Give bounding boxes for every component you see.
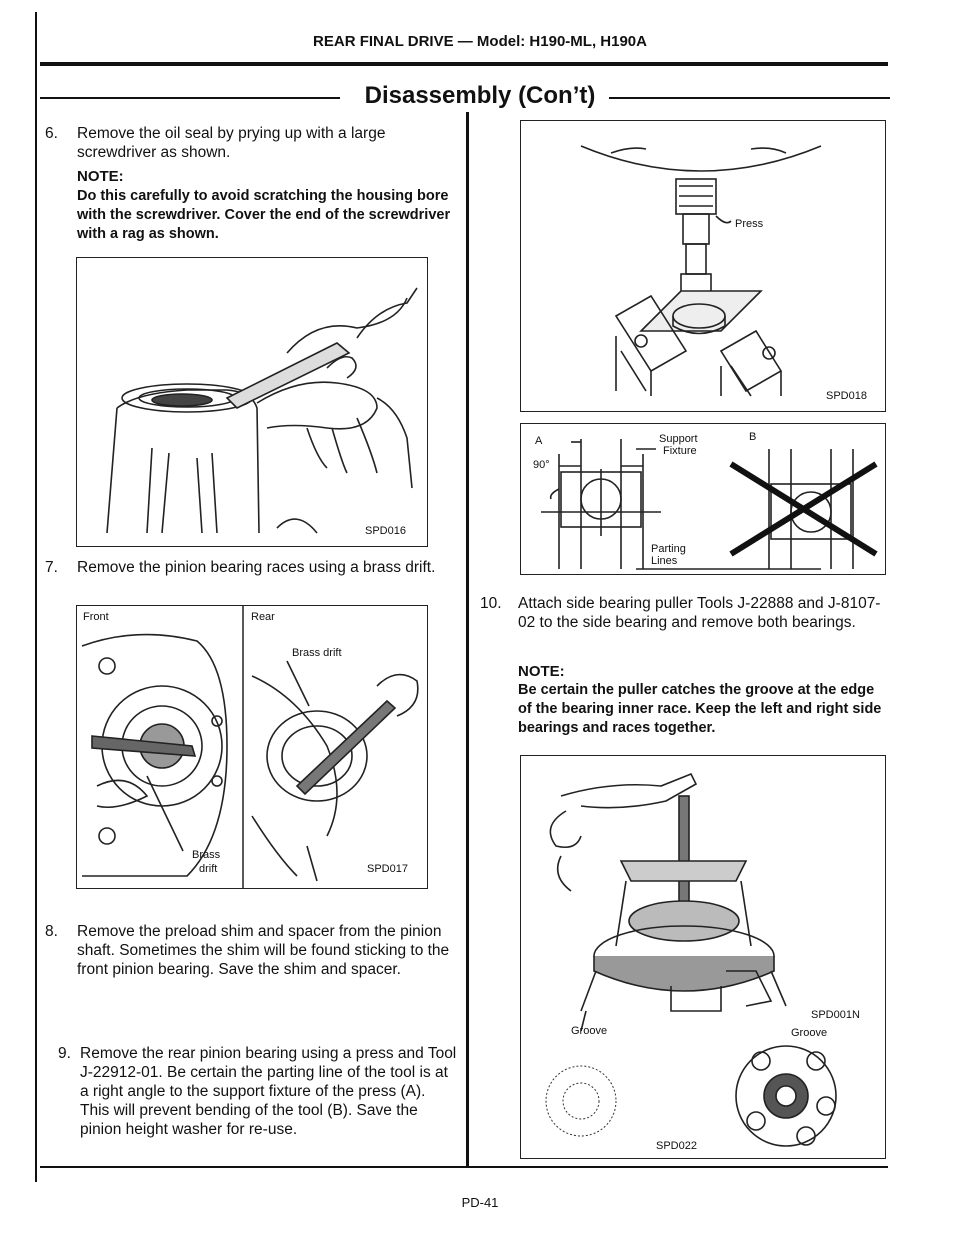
step-text: Remove the preload shim and spacer from the pinion shaft. Sometimes the shim will be found sticking to the front pinion bearing. Save the shim and spacer. xyxy=(77,923,450,978)
label-lines: Lines xyxy=(651,555,678,567)
oil-seal-illustration xyxy=(77,258,427,546)
step-number: 6. xyxy=(45,125,58,142)
figure-code: SPD017 xyxy=(367,863,408,875)
figure-code: SPD016 xyxy=(365,525,406,537)
note-text: Be certain the puller catches the groove at the edge of the bearing inner race. Keep the left and right side bearings and races together. xyxy=(518,682,882,736)
label-b: B xyxy=(749,431,757,443)
figure-spd017 xyxy=(76,605,428,889)
step-6 xyxy=(45,124,455,162)
note-label: NOTE: xyxy=(77,168,124,185)
column-divider xyxy=(466,112,469,1167)
bearing-race-illustration xyxy=(77,606,427,888)
label-front: Front xyxy=(83,611,109,623)
step-number: 10. xyxy=(480,595,502,612)
label-brass: Brass xyxy=(192,849,221,861)
step-number: 7. xyxy=(45,559,58,576)
figure-spd001n xyxy=(520,755,886,1159)
step-number: 8. xyxy=(45,923,58,940)
label-a: A xyxy=(535,435,543,447)
label-fixture: Fixture xyxy=(663,445,697,457)
step-number: 9. xyxy=(58,1045,71,1062)
label-rear: Rear xyxy=(251,611,275,623)
note-label: NOTE: xyxy=(518,663,565,680)
bearing-puller-illustration xyxy=(521,756,885,1158)
step-9 xyxy=(58,1044,458,1139)
figure-code-2: SPD022 xyxy=(656,1140,697,1152)
header-rule xyxy=(40,62,888,66)
figure-code: SPD018 xyxy=(826,390,867,402)
step-7 xyxy=(45,558,455,577)
step-10 xyxy=(480,594,890,632)
note-text: Do this carefully to avoid scratching the housing bore with the screwdriver. Cover the end of the screwdriver with a rag as shown. xyxy=(77,188,451,242)
step-text: Attach side bearing puller Tools J-22888 and J-8107-02 to the side bearing and remove both bearings. xyxy=(518,595,881,631)
figure-code: SPD001N xyxy=(811,1009,860,1021)
page-number: PD-41 xyxy=(461,1195,499,1210)
figure-spd016 xyxy=(76,257,428,547)
step-text: Remove the oil seal by prying up with a large screwdriver as shown. xyxy=(77,125,386,161)
figure-spd018 xyxy=(520,120,886,412)
fixture-illustration xyxy=(521,424,885,574)
step-8 xyxy=(45,922,455,979)
label-angle: 90° xyxy=(533,459,550,471)
label-drift: drift xyxy=(199,863,218,875)
step-text: Remove the rear pinion bearing using a press and Tool J-22912-01. Be certain the parting line of the tool is at a right angle to the support fixture of the press (A). This will prevent bending of the tool (B). Save the pinion height washer for re-use. xyxy=(80,1045,457,1138)
label-groove-right: Groove xyxy=(791,1027,828,1039)
label-press: Press xyxy=(735,218,764,230)
label-support: Support xyxy=(659,433,698,445)
label-groove-left: Groove xyxy=(571,1025,608,1037)
left-margin-line xyxy=(35,12,37,1182)
label-brass-drift: Brass drift xyxy=(292,647,342,659)
step-text: Remove the pinion bearing races using a brass drift. xyxy=(77,559,436,576)
page-header: REAR FINAL DRIVE — Model: H190-ML, H190A xyxy=(313,33,647,50)
press-illustration xyxy=(521,121,885,411)
section-title: Disassembly (Con’t) xyxy=(0,82,960,110)
label-parting: Parting xyxy=(651,543,686,555)
figure-fixture-diagram xyxy=(520,423,886,575)
footer-rule xyxy=(40,1166,888,1168)
